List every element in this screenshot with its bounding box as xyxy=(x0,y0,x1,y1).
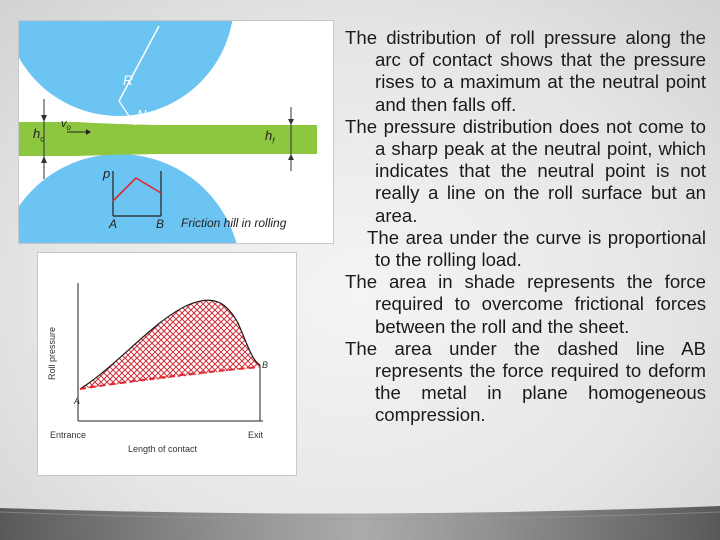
y-axis-label: Roll pressure xyxy=(47,326,58,381)
sheet-exit xyxy=(157,125,317,154)
exit-arrow-head-up xyxy=(288,154,294,160)
pressure-plot xyxy=(37,252,297,476)
label-B: B xyxy=(156,217,165,231)
entry-arrow-head-up xyxy=(41,156,47,163)
upper-roll xyxy=(19,21,234,116)
caption: Friction hill in rolling xyxy=(181,216,287,230)
rolling-diagram xyxy=(18,20,334,244)
entry-arrow-head-down xyxy=(41,115,47,122)
label-A: A xyxy=(109,217,118,231)
entrance-label: Entrance xyxy=(50,430,87,440)
exit-arrow-head-down xyxy=(288,119,294,125)
paragraph-3: The area under the curve is proportional to the rolling load. xyxy=(367,226,706,271)
label-A2: A xyxy=(74,396,81,406)
paragraph-5: The area under the dashed line AB represents the force required to deform the metal in plane homogeneous compression. xyxy=(345,337,706,426)
paragraph-2: The pressure distribution does not come to a sharp peak at the neutral point, which indicates that the neutral point is not really a line on the roll surface but an area. xyxy=(345,115,706,226)
label-B2: B xyxy=(262,360,269,370)
label-v0: $v_o$ xyxy=(61,118,71,133)
x-axis-label: Length of contact xyxy=(128,444,198,454)
paragraph-4: The area in shade represents the force required to overcome frictional forces between the roll and the sheet. xyxy=(345,271,706,337)
pressure-plot-svg xyxy=(38,253,296,475)
label-N: N xyxy=(137,107,147,122)
label-R: R xyxy=(123,72,134,88)
sheet-in-gap xyxy=(77,122,159,156)
label-h0: $h_o$ xyxy=(33,126,45,144)
text-column xyxy=(345,27,706,427)
paragraph-1: The distribution of roll pressure along the arc of contact shows that the pressure rises to a maximum at the neutral point and then falls off. xyxy=(345,27,706,115)
label-p: p xyxy=(103,166,111,181)
label-hf: $h_f$ xyxy=(265,128,275,146)
exit-label: Exit xyxy=(248,430,264,440)
